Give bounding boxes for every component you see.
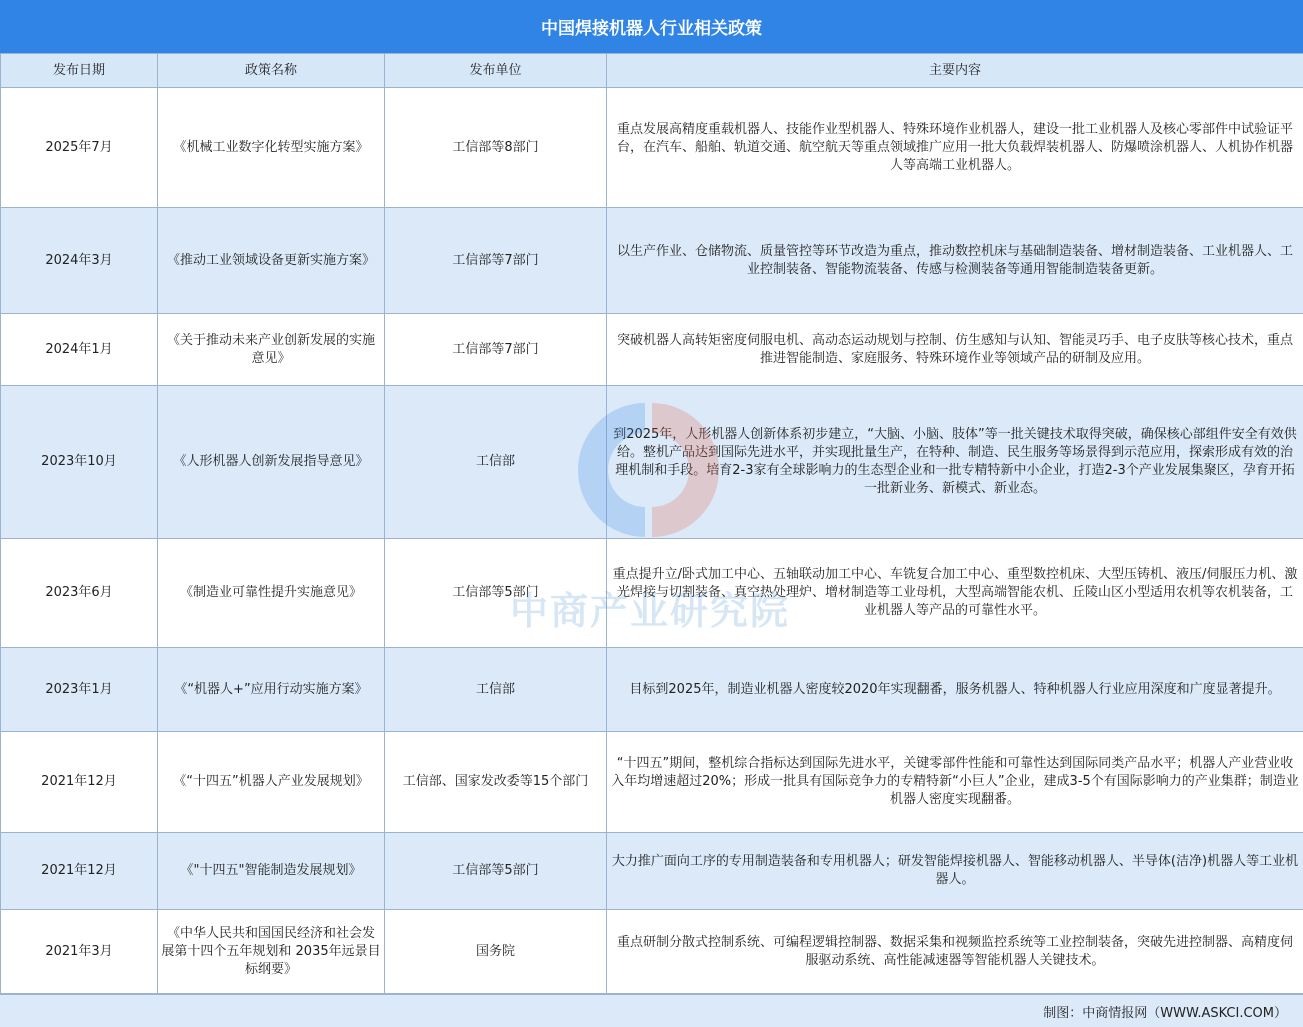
cell-issuer: 工信部等5部门 xyxy=(385,833,607,910)
cell-date: 2023年1月 xyxy=(1,648,158,732)
cell-issuer: 工信部 xyxy=(385,648,607,732)
cell-policy-name: 《推动工业领域设备更新实施方案》 xyxy=(158,208,385,314)
table-row xyxy=(1,314,1303,386)
cell-date: 2025年7月 xyxy=(1,88,158,208)
cell-policy-name: 《“机器人+”应用行动实施方案》 xyxy=(158,648,385,732)
cell-policy-name: 《人形机器人创新发展指导意见》 xyxy=(158,386,385,539)
cell-issuer: 工信部、国家发改委等15个部门 xyxy=(385,732,607,833)
column-header-date: 发布日期 xyxy=(1,54,158,88)
cell-date: 2024年3月 xyxy=(1,208,158,314)
table-header-row xyxy=(1,54,1303,88)
policy-table xyxy=(0,53,1303,994)
cell-content: 重点研制分散式控制系统、可编程逻辑控制器、数据采集和视频监控系统等工业控制装备，突破先进控制器、高精度伺服驱动系统、高性能减速器等智能机器人关键技术。 xyxy=(607,910,1303,994)
table-row xyxy=(1,386,1303,539)
cell-issuer: 工信部等7部门 xyxy=(385,314,607,386)
table-row xyxy=(1,208,1303,314)
cell-content: 重点提升立/卧式加工中心、五轴联动加工中心、车铣复合加工中心、重型数控机床、大型压铸机、液压/伺服压力机、激光焊接与切割装备、真空热处理炉、增材制造等工业母机，大型高端智能农机、丘陵山区小型适用农机等农机装备，工业机器人等产品的可靠性水平。 xyxy=(607,539,1303,648)
cell-issuer: 工信部 xyxy=(385,386,607,539)
table-row xyxy=(1,648,1303,732)
cell-content: 重点发展高精度重载机器人、技能作业型机器人、特殊环境作业机器人，建设一批工业机器人及核心零部件中试验证平台，在汽车、船舶、轨道交通、航空航天等重点领域推广应用一批大负载焊装机器人、防爆喷涂机器人、人机协作机器人等高端工业机器人。 xyxy=(607,88,1303,208)
cell-content: “十四五”期间，整机综合指标达到国际先进水平，关键零部件性能和可靠性达到国际同类产品水平；机器人产业营业收入年均增速超过20%；形成一批具有国际竞争力的专精特新“小巨人”企业，建成3-5个有国际影响力的产业集群；制造业机器人密度实现翻番。 xyxy=(607,732,1303,833)
cell-content: 以生产作业、仓储物流、质量管控等环节改造为重点，推动数控机床与基础制造装备、增材制造装备、工业机器人、工业控制装备、智能物流装备、传感与检测装备等通用智能制造装备更新。 xyxy=(607,208,1303,314)
cell-date: 2021年12月 xyxy=(1,833,158,910)
cell-issuer: 国务院 xyxy=(385,910,607,994)
table-row xyxy=(1,88,1303,208)
cell-date: 2023年6月 xyxy=(1,539,158,648)
cell-issuer: 工信部等8部门 xyxy=(385,88,607,208)
cell-date: 2021年12月 xyxy=(1,732,158,833)
cell-policy-name: 《机械工业数字化转型实施方案》 xyxy=(158,88,385,208)
cell-policy-name: 《“十四五”机器人产业发展规划》 xyxy=(158,732,385,833)
cell-date: 2023年10月 xyxy=(1,386,158,539)
cell-issuer: 工信部等5部门 xyxy=(385,539,607,648)
cell-policy-name: 《制造业可靠性提升实施意见》 xyxy=(158,539,385,648)
watermark-text: 中商产业研究院 xyxy=(509,589,790,633)
cell-issuer: 工信部等7部门 xyxy=(385,208,607,314)
footer xyxy=(0,994,1303,1027)
column-header-content: 主要内容 xyxy=(607,54,1303,88)
column-header-policy-name: 政策名称 xyxy=(158,54,385,88)
cell-date: 2021年3月 xyxy=(1,910,158,994)
table-row xyxy=(1,732,1303,833)
cell-content: 大力推广面向工序的专用制造装备和专用机器人；研发智能焊接机器人、智能移动机器人、半导体(洁净)机器人等工业机器人。 xyxy=(607,833,1303,910)
cell-policy-name: 《关于推动未来产业创新发展的实施意见》 xyxy=(158,314,385,386)
column-header-issuer: 发布单位 xyxy=(385,54,607,88)
cell-content: 目标到2025年，制造业机器人密度较2020年实现翻番，服务机器人、特种机器人行业应用深度和广度显著提升。 xyxy=(607,648,1303,732)
cell-content: 突破机器人高转矩密度伺服电机、高动态运动规划与控制、仿生感知与认知、智能灵巧手、电子皮肤等核心技术，重点推进智能制造、家庭服务、特殊环境作业等领域产品的研制及应用。 xyxy=(607,314,1303,386)
cell-policy-name: 《"十四五"智能制造发展规划》 xyxy=(158,833,385,910)
table-row xyxy=(1,539,1303,648)
cell-content: 到2025年，人形机器人创新体系初步建立，“大脑、小脑、肢体”等一批关键技术取得突破，确保核心部组件安全有效供给。整机产品达到国际先进水平，并实现批量生产，在特种、制造、民生服务等场景得到示范应用，探索形成有效的治理机制和手段。培育2-3家有全球影响力的生态型企业和一批专精特新中小企业，打造2-3个产业发展集聚区，孕育开拓一批新业务、新模式、新业态。 xyxy=(607,386,1303,539)
table-row xyxy=(1,833,1303,910)
page-title: 中国焊接机器人行业相关政策 xyxy=(0,0,1303,53)
cell-date: 2024年1月 xyxy=(1,314,158,386)
table-row xyxy=(1,910,1303,994)
source-credit: 制图：中商情报网（WWW.ASKCI.COM） xyxy=(1043,1006,1287,1021)
cell-policy-name: 《中华人民共和国国民经济和社会发展第十四个五年规划和 2035年远景目标纲要》 xyxy=(158,910,385,994)
